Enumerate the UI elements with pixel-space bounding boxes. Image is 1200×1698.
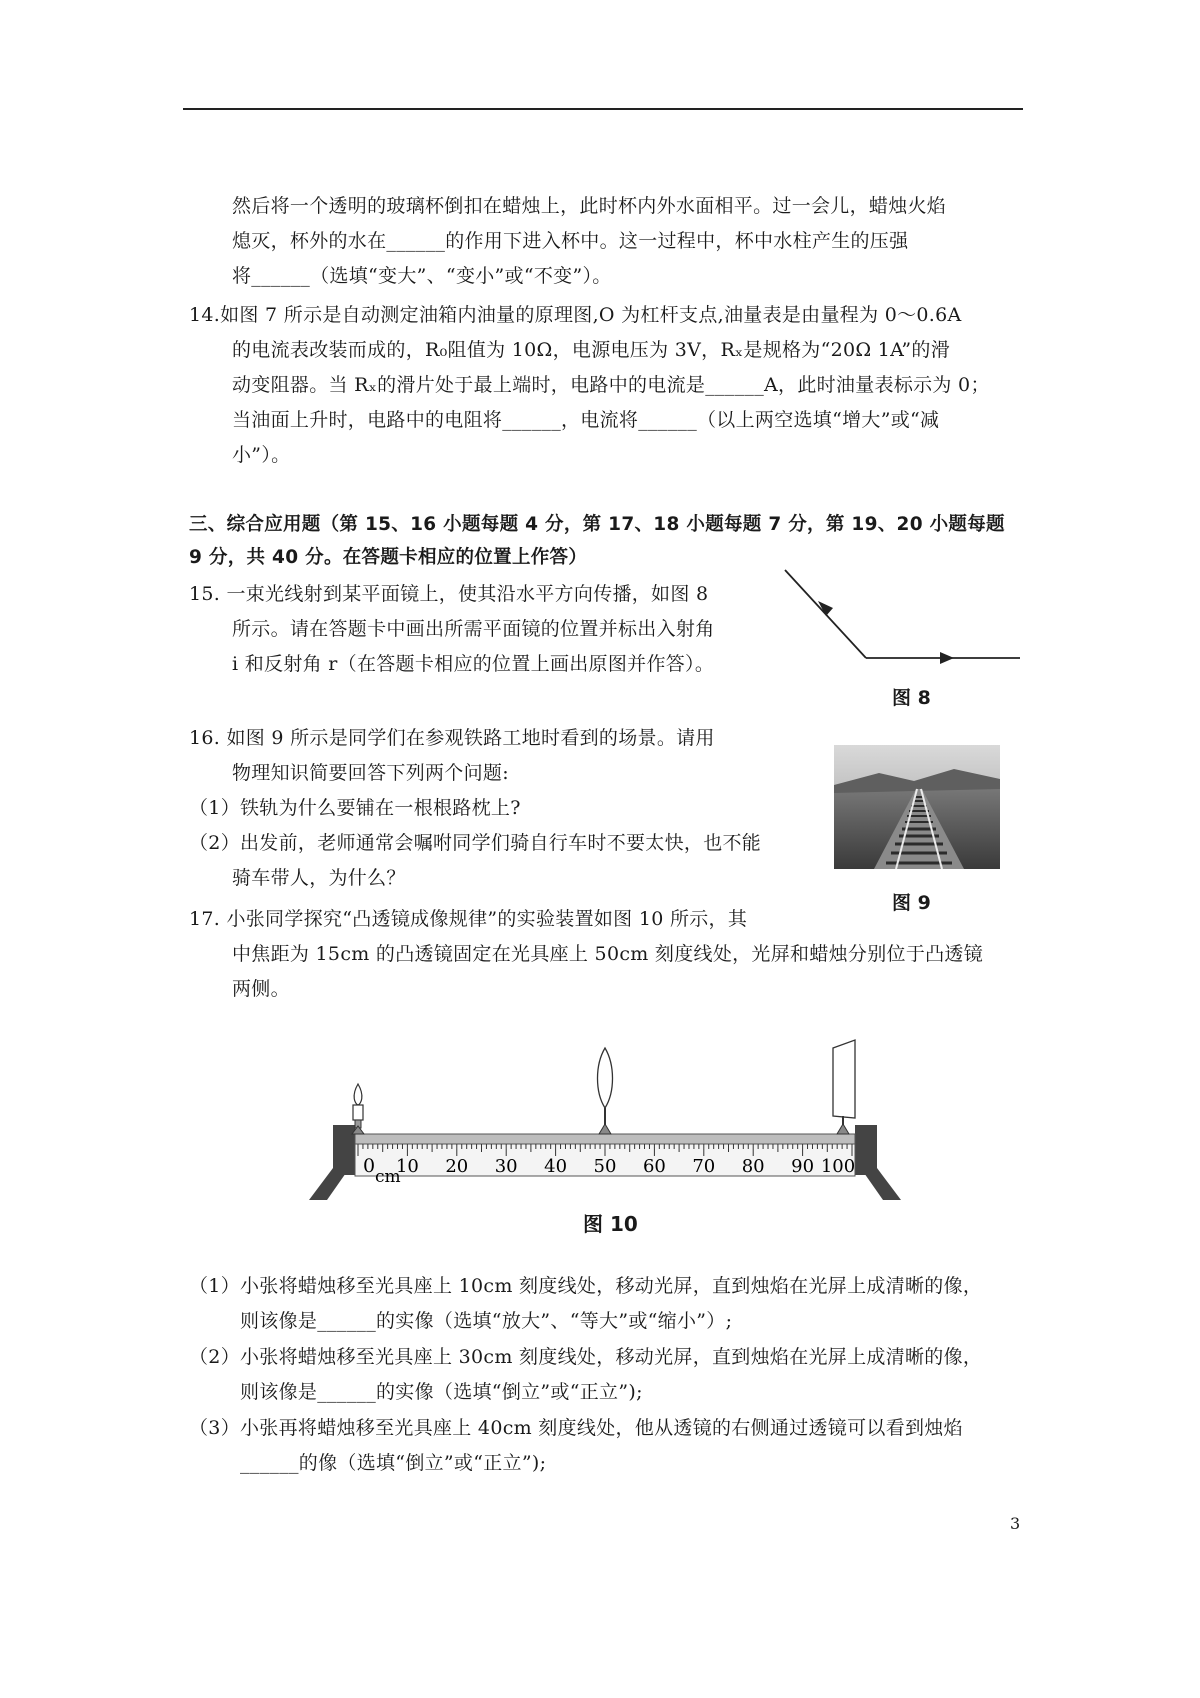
scale-label: 80 [741,1156,765,1177]
section-3-heading-line-2: 9 分，共 40 分。在答题卡相应的位置上作答） [189,547,588,568]
q17-part3-line-1: （3）小张再将蜡烛移至光具座上 40cm 刻度线处，他从透镜的右侧通过透镜可以看到烛焰 [189,1417,963,1439]
scale-zero-label: 0 [363,1155,376,1177]
q13-line-2: 熄灭，杯外的水在______的作用下进入杯中。这一过程中，杯中水柱产生的压强 [232,230,909,252]
q15-line-3: i 和反射角 r（在答题卡相应的位置上画出原图并作答）。 [232,653,715,675]
right-end-block [855,1125,877,1175]
q14-line-5: 小”）。 [232,444,291,466]
figure-8-light-ray [780,560,1020,670]
q17-line-3: 两侧。 [232,978,290,1000]
q16-line-2: 物理知识简要回答下列两个问题: [232,762,509,784]
scale-label: 100 [820,1156,856,1177]
q16-line-5: 骑车带人，为什么？ [232,867,406,889]
page-number: 3 [1010,1514,1021,1533]
scale-label: 10 [395,1156,419,1177]
candle-flame [354,1084,362,1105]
q17-line-2: 中焦距为 15cm 的凸透镜固定在光具座上 50cm 刻度线处，光屏和蜡烛分别位于凸透镜 [232,943,984,965]
figure-10-optical-bench [305,1010,905,1200]
section-3-heading-line-1: 三、综合应用题（第 15、16 小题每题 4 分，第 17、18 小题每题 7 分，第 19、20 小题每题 [189,514,1005,535]
q17-part1-line-1: （1）小张将蜡烛移至光具座上 10cm 刻度线处，移动光屏，直到烛焰在光屏上成清晰的像， [189,1275,983,1297]
header-rule [183,108,1023,110]
q16-line-3: （1）铁轨为什么要铺在一根根路枕上? [189,797,521,819]
q15-line-2: 所示。请在答题卡中画出所需平面镜的位置并标出入射角 [232,618,715,640]
scale-label: 70 [692,1156,716,1177]
q17-line-1: 17. 小张同学探究“凸透镜成像规律”的实验装置如图 10 所示，其 [189,908,748,930]
scale-label: 90 [791,1156,815,1177]
scale-label: 60 [642,1156,666,1177]
convex-lens [598,1048,613,1134]
figure-9-caption: 图 9 [892,892,931,914]
q13-line-3: 将______（选填“变大”、“变小”或“不变”）。 [232,265,612,287]
q14-line-1: 14.如图 7 所示是自动测定油箱内油量的原理图,O 为杠杆支点,油量表是由量程为 0～0.6A [189,304,962,326]
q15-line-1: 15. 一束光线射到某平面镜上，使其沿水平方向传播，如图 8 [189,583,709,605]
q14-line-3: 动变阻器。当 Rₓ的滑片处于最上端时，电路中的电流是______A，此时油量表标示为 0； [232,374,990,396]
q17-part1-line-2: 则该像是______的实像（选填“放大”、“等大”或“缩小”）; [240,1310,733,1332]
candle-body [353,1105,363,1120]
light-screen [833,1040,855,1134]
figure-8-caption: 图 8 [892,687,931,709]
figure-10-caption: 图 10 [583,1212,638,1236]
scale-label: 30 [494,1156,518,1177]
figure-9-railway-photo [834,745,1000,869]
bench-rail [355,1134,855,1144]
q14-line-4: 当油面上升时，电路中的电阻将______，电流将______（以上两空选填“增大”或“减 [232,409,940,431]
scale-label: 20 [445,1156,469,1177]
left-end-block [333,1125,355,1175]
scale-label: 40 [544,1156,568,1177]
q17-part3-line-2: ______的像（选填“倒立”或“正立”); [240,1452,547,1474]
scale-unit-label: cm [375,1167,401,1187]
q16-line-1: 16. 如图 9 所示是同学们在参观铁路工地时看到的场景。请用 [189,727,715,749]
q17-part2-line-2: 则该像是______的实像（选填“倒立”或“正立”); [240,1381,643,1403]
q17-part2-line-1: （2）小张将蜡烛移至光具座上 30cm 刻度线处，移动光屏，直到烛焰在光屏上成清晰的像， [189,1346,983,1368]
reflected-arrow-icon [940,652,954,664]
q16-line-4: （2）出发前，老师通常会嘱咐同学们骑自行车时不要太快，也不能 [189,832,762,854]
q13-line-1: 然后将一个透明的玻璃杯倒扣在蜡烛上，此时杯内外水面相平。过一会儿，蜡烛火焰 [232,195,947,217]
scale-label: 50 [593,1156,617,1177]
q14-line-2: 的电流表改装而成的，R₀阻值为 10Ω，电源电压为 3V，Rₓ是规格为“20Ω 1A”的滑 [232,339,951,361]
